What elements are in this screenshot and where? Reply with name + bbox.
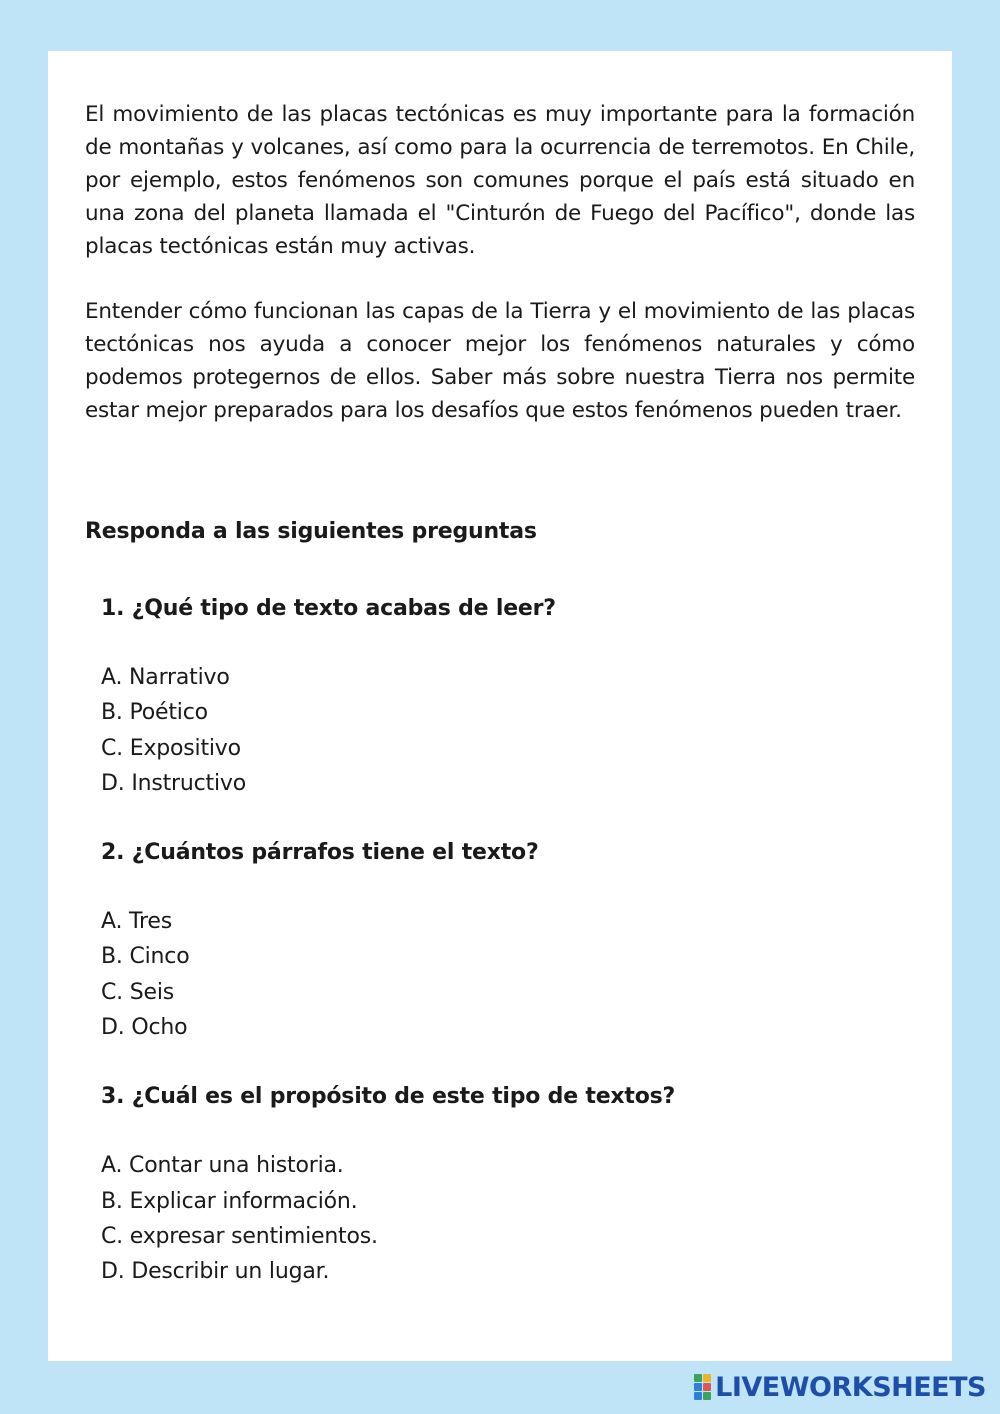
- logo-text: LIVEWORKSHEETS: [715, 1371, 986, 1403]
- question-list: [85, 592, 915, 1290]
- question-2-option-b[interactable]: B. Cinco: [101, 944, 190, 970]
- question-1-option-d[interactable]: D. Instructivo: [101, 770, 246, 796]
- question-2: [101, 836, 915, 1045]
- question-1-option-a[interactable]: A. Narrativo: [101, 665, 230, 690]
- section-title: Responda a las siguientes preguntas: [85, 519, 537, 544]
- reading-paragraph-2: Entender cómo funcionan las capas de la Tierra y el movimiento de las placas tectónicas nos ayuda a conocer mejor los fenómenos naturales y cómo podemos protegernos de ellos. Saber más sobre nuestra Tierra nos permite estar mejor preparados para los desafíos que estos fenómenos pueden traer.: [85, 299, 915, 423]
- question-3: [101, 1080, 915, 1289]
- question-3-option-c[interactable]: C. expresar sentimientos.: [101, 1223, 378, 1249]
- question-2-option-a[interactable]: A. Tres: [101, 909, 173, 935]
- question-3-text: 3. ¿Cuál es el propósito de este tipo de textos?: [101, 1084, 676, 1110]
- worksheet-page: [48, 51, 952, 1361]
- worksheet-content: [85, 98, 915, 1325]
- question-2-text: 2. ¿Cuántos párrafos tiene el texto?: [101, 840, 539, 866]
- logo-mark-block: [694, 1383, 702, 1391]
- logo-mark-block: [703, 1392, 711, 1400]
- question-2-option-d[interactable]: D. Ocho: [101, 1015, 188, 1041]
- question-1-text: 1. ¿Qué tipo de texto acabas de leer?: [101, 596, 556, 621]
- logo-mark-block: [703, 1383, 711, 1391]
- question-3-option-a[interactable]: A. Contar una historia.: [101, 1153, 344, 1179]
- question-2-option-c[interactable]: C. Seis: [101, 979, 175, 1005]
- question-1-option-c[interactable]: C. Expositivo: [101, 735, 241, 761]
- question-1-option-b[interactable]: B. Poético: [101, 700, 208, 726]
- reading-paragraph-1: El movimiento de las placas tectónicas es muy importante para la formación de montañas y volcanes, así como para la ocurrencia de terremotos. En Chile, por ejemplo, estos fenómenos son comunes porque el país está situado en una zona del planeta llamada el "Cinturón de Fuego del Pacífico", donde las placas tectónicas están muy activas.: [85, 102, 915, 259]
- logo-mark-block: [694, 1374, 702, 1382]
- liveworksheets-logo-icon: [694, 1374, 711, 1400]
- question-3-option-d[interactable]: D. Describir un lugar.: [101, 1259, 330, 1285]
- liveworksheets-logo[interactable]: [694, 1370, 986, 1404]
- logo-mark-block: [703, 1374, 711, 1382]
- logo-mark-block: [694, 1392, 702, 1400]
- question-3-option-b[interactable]: B. Explicar información.: [101, 1188, 358, 1214]
- question-1: [101, 592, 915, 801]
